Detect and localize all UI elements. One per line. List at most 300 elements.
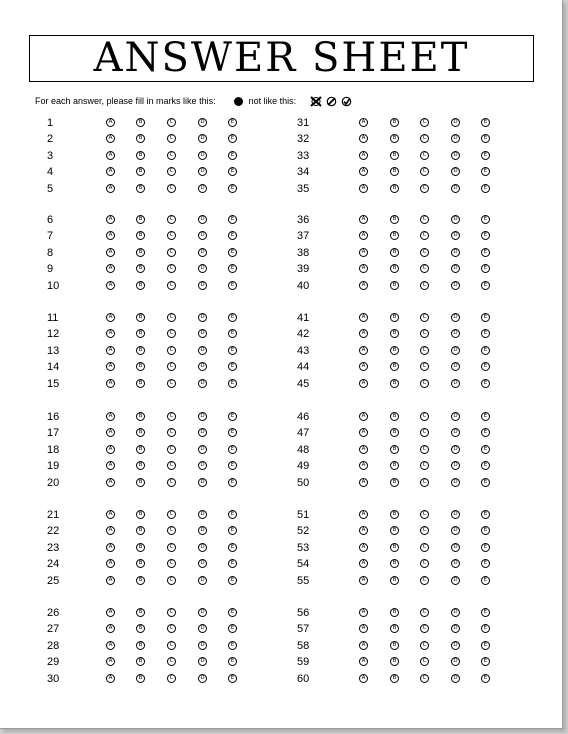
answer-bubble-c[interactable]: C xyxy=(167,118,176,127)
answer-bubble-a[interactable]: A xyxy=(359,215,368,224)
answer-bubble-c[interactable]: C xyxy=(420,641,429,650)
answer-bubble-d[interactable]: D xyxy=(198,167,207,176)
answer-bubble-d[interactable]: D xyxy=(451,478,460,487)
answer-bubble-e[interactable]: E xyxy=(228,543,237,552)
answer-bubble-b[interactable]: B xyxy=(136,248,145,257)
answer-bubble-b[interactable]: B xyxy=(390,674,399,683)
answer-bubble-b[interactable]: B xyxy=(390,184,399,193)
answer-bubble-e[interactable]: E xyxy=(481,329,490,338)
answer-bubble-a[interactable]: A xyxy=(106,543,115,552)
answer-bubble-e[interactable]: E xyxy=(481,118,490,127)
answer-bubble-b[interactable]: B xyxy=(390,346,399,355)
answer-bubble-c[interactable]: C xyxy=(420,184,429,193)
answer-bubble-e[interactable]: E xyxy=(228,118,237,127)
answer-bubble-d[interactable]: D xyxy=(451,167,460,176)
answer-bubble-e[interactable]: E xyxy=(481,215,490,224)
answer-bubble-e[interactable]: E xyxy=(228,379,237,388)
answer-bubble-c[interactable]: C xyxy=(167,281,176,290)
answer-bubble-a[interactable]: A xyxy=(106,412,115,421)
answer-bubble-c[interactable]: C xyxy=(167,167,176,176)
answer-bubble-d[interactable]: D xyxy=(451,526,460,535)
answer-bubble-d[interactable]: D xyxy=(198,379,207,388)
answer-bubble-b[interactable]: B xyxy=(136,543,145,552)
answer-bubble-d[interactable]: D xyxy=(198,313,207,322)
answer-bubble-a[interactable]: A xyxy=(359,167,368,176)
answer-bubble-c[interactable]: C xyxy=(420,151,429,160)
answer-bubble-a[interactable]: A xyxy=(359,526,368,535)
answer-bubble-b[interactable]: B xyxy=(390,559,399,568)
answer-bubble-a[interactable]: A xyxy=(359,657,368,666)
answer-bubble-c[interactable]: C xyxy=(167,559,176,568)
answer-bubble-d[interactable]: D xyxy=(198,248,207,257)
answer-bubble-c[interactable]: C xyxy=(167,379,176,388)
answer-bubble-d[interactable]: D xyxy=(451,624,460,633)
answer-bubble-b[interactable]: B xyxy=(136,412,145,421)
answer-bubble-c[interactable]: C xyxy=(420,379,429,388)
answer-bubble-a[interactable]: A xyxy=(106,151,115,160)
answer-bubble-d[interactable]: D xyxy=(198,461,207,470)
answer-bubble-c[interactable]: C xyxy=(420,231,429,240)
answer-bubble-b[interactable]: B xyxy=(390,362,399,371)
answer-bubble-b[interactable]: B xyxy=(136,576,145,585)
answer-bubble-e[interactable]: E xyxy=(228,461,237,470)
answer-bubble-b[interactable]: B xyxy=(136,264,145,273)
answer-bubble-e[interactable]: E xyxy=(481,543,490,552)
answer-bubble-b[interactable]: B xyxy=(390,167,399,176)
answer-bubble-a[interactable]: A xyxy=(359,445,368,454)
answer-bubble-e[interactable]: E xyxy=(228,478,237,487)
answer-bubble-a[interactable]: A xyxy=(359,151,368,160)
answer-bubble-c[interactable]: C xyxy=(420,313,429,322)
answer-bubble-a[interactable]: A xyxy=(359,264,368,273)
answer-bubble-b[interactable]: B xyxy=(390,428,399,437)
answer-bubble-a[interactable]: A xyxy=(359,510,368,519)
answer-bubble-a[interactable]: A xyxy=(359,281,368,290)
answer-bubble-e[interactable]: E xyxy=(228,559,237,568)
answer-bubble-e[interactable]: E xyxy=(481,346,490,355)
answer-bubble-e[interactable]: E xyxy=(481,313,490,322)
answer-bubble-e[interactable]: E xyxy=(228,674,237,683)
answer-bubble-d[interactable]: D xyxy=(451,362,460,371)
answer-bubble-e[interactable]: E xyxy=(228,526,237,535)
answer-bubble-d[interactable]: D xyxy=(198,118,207,127)
answer-bubble-c[interactable]: C xyxy=(420,674,429,683)
answer-bubble-e[interactable]: E xyxy=(481,184,490,193)
answer-bubble-d[interactable]: D xyxy=(198,134,207,143)
answer-bubble-e[interactable]: E xyxy=(228,215,237,224)
answer-bubble-e[interactable]: E xyxy=(228,167,237,176)
answer-bubble-c[interactable]: C xyxy=(420,445,429,454)
answer-bubble-a[interactable]: A xyxy=(106,478,115,487)
answer-bubble-b[interactable]: B xyxy=(136,215,145,224)
answer-bubble-d[interactable]: D xyxy=(198,510,207,519)
answer-bubble-b[interactable]: B xyxy=(136,281,145,290)
answer-bubble-d[interactable]: D xyxy=(451,313,460,322)
answer-bubble-c[interactable]: C xyxy=(167,329,176,338)
answer-bubble-a[interactable]: A xyxy=(359,412,368,421)
answer-bubble-c[interactable]: C xyxy=(167,215,176,224)
answer-bubble-e[interactable]: E xyxy=(228,624,237,633)
answer-bubble-b[interactable]: B xyxy=(136,657,145,666)
answer-bubble-a[interactable]: A xyxy=(359,478,368,487)
answer-bubble-e[interactable]: E xyxy=(481,608,490,617)
answer-bubble-d[interactable]: D xyxy=(451,428,460,437)
answer-bubble-c[interactable]: C xyxy=(420,412,429,421)
answer-bubble-c[interactable]: C xyxy=(167,134,176,143)
answer-bubble-e[interactable]: E xyxy=(228,231,237,240)
answer-bubble-c[interactable]: C xyxy=(167,248,176,257)
answer-bubble-e[interactable]: E xyxy=(228,428,237,437)
answer-bubble-e[interactable]: E xyxy=(228,264,237,273)
answer-bubble-c[interactable]: C xyxy=(167,461,176,470)
answer-bubble-a[interactable]: A xyxy=(106,559,115,568)
answer-bubble-b[interactable]: B xyxy=(136,641,145,650)
answer-bubble-a[interactable]: A xyxy=(359,461,368,470)
answer-bubble-b[interactable]: B xyxy=(390,151,399,160)
answer-bubble-b[interactable]: B xyxy=(390,657,399,666)
answer-bubble-d[interactable]: D xyxy=(451,231,460,240)
answer-bubble-b[interactable]: B xyxy=(136,608,145,617)
answer-bubble-c[interactable]: C xyxy=(167,184,176,193)
answer-bubble-a[interactable]: A xyxy=(359,118,368,127)
answer-bubble-b[interactable]: B xyxy=(136,461,145,470)
answer-bubble-c[interactable]: C xyxy=(167,526,176,535)
answer-bubble-e[interactable]: E xyxy=(228,362,237,371)
answer-bubble-a[interactable]: A xyxy=(106,184,115,193)
answer-bubble-c[interactable]: C xyxy=(167,412,176,421)
answer-bubble-e[interactable]: E xyxy=(481,167,490,176)
answer-bubble-b[interactable]: B xyxy=(390,624,399,633)
answer-bubble-c[interactable]: C xyxy=(167,674,176,683)
answer-bubble-e[interactable]: E xyxy=(228,576,237,585)
answer-bubble-e[interactable]: E xyxy=(228,510,237,519)
answer-bubble-e[interactable]: E xyxy=(481,478,490,487)
answer-bubble-d[interactable]: D xyxy=(451,281,460,290)
answer-bubble-c[interactable]: C xyxy=(167,576,176,585)
answer-bubble-e[interactable]: E xyxy=(228,657,237,666)
answer-bubble-a[interactable]: A xyxy=(106,118,115,127)
answer-bubble-c[interactable]: C xyxy=(420,624,429,633)
answer-bubble-e[interactable]: E xyxy=(481,248,490,257)
answer-bubble-a[interactable]: A xyxy=(106,313,115,322)
answer-bubble-d[interactable]: D xyxy=(451,215,460,224)
answer-bubble-b[interactable]: B xyxy=(136,184,145,193)
answer-bubble-d[interactable]: D xyxy=(451,184,460,193)
answer-bubble-c[interactable]: C xyxy=(420,526,429,535)
answer-bubble-c[interactable]: C xyxy=(167,231,176,240)
answer-bubble-b[interactable]: B xyxy=(390,576,399,585)
answer-bubble-a[interactable]: A xyxy=(106,526,115,535)
answer-bubble-a[interactable]: A xyxy=(359,231,368,240)
answer-bubble-e[interactable]: E xyxy=(228,281,237,290)
answer-bubble-b[interactable]: B xyxy=(136,118,145,127)
answer-bubble-e[interactable]: E xyxy=(481,624,490,633)
answer-bubble-d[interactable]: D xyxy=(198,576,207,585)
answer-bubble-b[interactable]: B xyxy=(390,313,399,322)
answer-bubble-b[interactable]: B xyxy=(390,412,399,421)
answer-bubble-b[interactable]: B xyxy=(136,559,145,568)
answer-bubble-b[interactable]: B xyxy=(136,445,145,454)
answer-bubble-d[interactable]: D xyxy=(198,641,207,650)
answer-bubble-a[interactable]: A xyxy=(359,362,368,371)
answer-bubble-a[interactable]: A xyxy=(106,624,115,633)
answer-bubble-b[interactable]: B xyxy=(390,118,399,127)
answer-bubble-a[interactable]: A xyxy=(359,543,368,552)
answer-bubble-a[interactable]: A xyxy=(106,215,115,224)
answer-bubble-d[interactable]: D xyxy=(451,641,460,650)
answer-bubble-c[interactable]: C xyxy=(420,657,429,666)
answer-bubble-e[interactable]: E xyxy=(481,526,490,535)
answer-bubble-b[interactable]: B xyxy=(136,167,145,176)
answer-bubble-c[interactable]: C xyxy=(420,134,429,143)
answer-bubble-e[interactable]: E xyxy=(228,248,237,257)
answer-bubble-d[interactable]: D xyxy=(198,215,207,224)
answer-bubble-c[interactable]: C xyxy=(167,510,176,519)
answer-bubble-e[interactable]: E xyxy=(228,608,237,617)
answer-bubble-d[interactable]: D xyxy=(198,543,207,552)
answer-bubble-e[interactable]: E xyxy=(228,134,237,143)
answer-bubble-d[interactable]: D xyxy=(451,576,460,585)
answer-bubble-e[interactable]: E xyxy=(481,264,490,273)
answer-bubble-e[interactable]: E xyxy=(481,576,490,585)
answer-bubble-a[interactable]: A xyxy=(359,379,368,388)
answer-bubble-b[interactable]: B xyxy=(390,510,399,519)
answer-bubble-c[interactable]: C xyxy=(167,624,176,633)
answer-bubble-c[interactable]: C xyxy=(420,608,429,617)
answer-bubble-e[interactable]: E xyxy=(481,134,490,143)
answer-bubble-d[interactable]: D xyxy=(451,379,460,388)
answer-bubble-c[interactable]: C xyxy=(167,264,176,273)
answer-bubble-b[interactable]: B xyxy=(390,231,399,240)
answer-bubble-b[interactable]: B xyxy=(136,624,145,633)
answer-bubble-e[interactable]: E xyxy=(228,184,237,193)
answer-bubble-d[interactable]: D xyxy=(198,346,207,355)
answer-bubble-a[interactable]: A xyxy=(106,657,115,666)
answer-bubble-a[interactable]: A xyxy=(106,608,115,617)
answer-bubble-c[interactable]: C xyxy=(167,608,176,617)
answer-bubble-b[interactable]: B xyxy=(136,526,145,535)
answer-bubble-e[interactable]: E xyxy=(481,674,490,683)
answer-bubble-e[interactable]: E xyxy=(481,641,490,650)
answer-bubble-a[interactable]: A xyxy=(359,329,368,338)
answer-bubble-d[interactable]: D xyxy=(198,624,207,633)
answer-bubble-c[interactable]: C xyxy=(420,576,429,585)
answer-bubble-b[interactable]: B xyxy=(136,134,145,143)
answer-bubble-e[interactable]: E xyxy=(481,510,490,519)
answer-bubble-b[interactable]: B xyxy=(390,134,399,143)
answer-bubble-b[interactable]: B xyxy=(390,264,399,273)
answer-bubble-e[interactable]: E xyxy=(228,329,237,338)
answer-bubble-d[interactable]: D xyxy=(198,264,207,273)
answer-bubble-c[interactable]: C xyxy=(167,362,176,371)
answer-bubble-a[interactable]: A xyxy=(106,428,115,437)
answer-bubble-d[interactable]: D xyxy=(451,151,460,160)
answer-bubble-a[interactable]: A xyxy=(359,248,368,257)
answer-bubble-b[interactable]: B xyxy=(390,461,399,470)
answer-bubble-b[interactable]: B xyxy=(136,428,145,437)
answer-bubble-d[interactable]: D xyxy=(198,362,207,371)
answer-bubble-a[interactable]: A xyxy=(359,346,368,355)
answer-bubble-b[interactable]: B xyxy=(136,329,145,338)
answer-bubble-d[interactable]: D xyxy=(198,478,207,487)
answer-bubble-b[interactable]: B xyxy=(390,215,399,224)
answer-bubble-c[interactable]: C xyxy=(167,543,176,552)
answer-bubble-b[interactable]: B xyxy=(136,151,145,160)
answer-bubble-c[interactable]: C xyxy=(420,478,429,487)
answer-bubble-c[interactable]: C xyxy=(420,329,429,338)
answer-bubble-c[interactable]: C xyxy=(420,428,429,437)
answer-bubble-e[interactable]: E xyxy=(228,412,237,421)
answer-bubble-d[interactable]: D xyxy=(451,134,460,143)
answer-bubble-c[interactable]: C xyxy=(420,248,429,257)
answer-bubble-a[interactable]: A xyxy=(359,184,368,193)
answer-bubble-b[interactable]: B xyxy=(136,379,145,388)
answer-bubble-c[interactable]: C xyxy=(167,641,176,650)
answer-bubble-b[interactable]: B xyxy=(390,281,399,290)
answer-bubble-e[interactable]: E xyxy=(481,559,490,568)
answer-bubble-e[interactable]: E xyxy=(481,379,490,388)
answer-bubble-e[interactable]: E xyxy=(228,445,237,454)
answer-bubble-a[interactable]: A xyxy=(106,167,115,176)
answer-bubble-a[interactable]: A xyxy=(106,379,115,388)
answer-bubble-d[interactable]: D xyxy=(451,248,460,257)
answer-bubble-c[interactable]: C xyxy=(167,313,176,322)
answer-bubble-e[interactable]: E xyxy=(228,313,237,322)
answer-bubble-d[interactable]: D xyxy=(198,428,207,437)
answer-bubble-e[interactable]: E xyxy=(481,657,490,666)
answer-bubble-b[interactable]: B xyxy=(390,526,399,535)
answer-bubble-c[interactable]: C xyxy=(167,478,176,487)
answer-bubble-b[interactable]: B xyxy=(136,346,145,355)
answer-bubble-a[interactable]: A xyxy=(106,329,115,338)
answer-bubble-d[interactable]: D xyxy=(451,559,460,568)
answer-bubble-a[interactable]: A xyxy=(106,346,115,355)
answer-bubble-b[interactable]: B xyxy=(136,674,145,683)
answer-bubble-c[interactable]: C xyxy=(420,118,429,127)
answer-bubble-e[interactable]: E xyxy=(481,428,490,437)
answer-bubble-e[interactable]: E xyxy=(481,281,490,290)
answer-bubble-d[interactable]: D xyxy=(198,412,207,421)
answer-bubble-d[interactable]: D xyxy=(451,461,460,470)
answer-bubble-c[interactable]: C xyxy=(420,362,429,371)
answer-bubble-d[interactable]: D xyxy=(198,526,207,535)
answer-bubble-d[interactable]: D xyxy=(198,657,207,666)
answer-bubble-e[interactable]: E xyxy=(481,445,490,454)
answer-bubble-a[interactable]: A xyxy=(106,281,115,290)
answer-bubble-d[interactable]: D xyxy=(198,184,207,193)
answer-bubble-a[interactable]: A xyxy=(106,248,115,257)
answer-bubble-a[interactable]: A xyxy=(359,624,368,633)
answer-bubble-e[interactable]: E xyxy=(481,362,490,371)
answer-bubble-d[interactable]: D xyxy=(451,329,460,338)
answer-bubble-a[interactable]: A xyxy=(106,264,115,273)
answer-bubble-a[interactable]: A xyxy=(106,641,115,650)
answer-bubble-c[interactable]: C xyxy=(420,281,429,290)
answer-bubble-a[interactable]: A xyxy=(359,134,368,143)
answer-bubble-b[interactable]: B xyxy=(390,641,399,650)
answer-bubble-b[interactable]: B xyxy=(136,510,145,519)
answer-bubble-e[interactable]: E xyxy=(228,641,237,650)
answer-bubble-a[interactable]: A xyxy=(106,134,115,143)
answer-bubble-d[interactable]: D xyxy=(451,657,460,666)
answer-bubble-e[interactable]: E xyxy=(228,151,237,160)
answer-bubble-c[interactable]: C xyxy=(420,215,429,224)
answer-bubble-b[interactable]: B xyxy=(390,329,399,338)
answer-bubble-b[interactable]: B xyxy=(390,379,399,388)
answer-bubble-d[interactable]: D xyxy=(198,674,207,683)
answer-bubble-c[interactable]: C xyxy=(167,151,176,160)
answer-bubble-b[interactable]: B xyxy=(136,231,145,240)
answer-bubble-e[interactable]: E xyxy=(228,346,237,355)
answer-bubble-b[interactable]: B xyxy=(390,543,399,552)
answer-bubble-a[interactable]: A xyxy=(359,674,368,683)
answer-bubble-a[interactable]: A xyxy=(359,428,368,437)
answer-bubble-c[interactable]: C xyxy=(420,543,429,552)
answer-bubble-b[interactable]: B xyxy=(136,478,145,487)
answer-bubble-d[interactable]: D xyxy=(451,412,460,421)
answer-bubble-d[interactable]: D xyxy=(198,329,207,338)
answer-bubble-c[interactable]: C xyxy=(420,461,429,470)
answer-bubble-a[interactable]: A xyxy=(106,576,115,585)
answer-bubble-d[interactable]: D xyxy=(198,151,207,160)
answer-bubble-d[interactable]: D xyxy=(451,674,460,683)
answer-bubble-d[interactable]: D xyxy=(198,445,207,454)
answer-bubble-c[interactable]: C xyxy=(420,264,429,273)
answer-bubble-a[interactable]: A xyxy=(106,461,115,470)
answer-bubble-c[interactable]: C xyxy=(420,559,429,568)
answer-bubble-c[interactable]: C xyxy=(420,346,429,355)
answer-bubble-c[interactable]: C xyxy=(420,167,429,176)
answer-bubble-d[interactable]: D xyxy=(451,346,460,355)
answer-bubble-e[interactable]: E xyxy=(481,151,490,160)
answer-bubble-c[interactable]: C xyxy=(167,428,176,437)
answer-bubble-d[interactable]: D xyxy=(451,608,460,617)
answer-bubble-a[interactable]: A xyxy=(359,313,368,322)
answer-bubble-c[interactable]: C xyxy=(420,510,429,519)
answer-bubble-c[interactable]: C xyxy=(167,346,176,355)
answer-bubble-b[interactable]: B xyxy=(136,362,145,371)
answer-bubble-d[interactable]: D xyxy=(451,118,460,127)
answer-bubble-b[interactable]: B xyxy=(390,445,399,454)
answer-bubble-a[interactable]: A xyxy=(359,641,368,650)
answer-bubble-d[interactable]: D xyxy=(198,281,207,290)
answer-bubble-d[interactable]: D xyxy=(198,608,207,617)
answer-bubble-e[interactable]: E xyxy=(481,461,490,470)
answer-bubble-d[interactable]: D xyxy=(451,543,460,552)
answer-bubble-a[interactable]: A xyxy=(359,576,368,585)
answer-bubble-a[interactable]: A xyxy=(106,674,115,683)
answer-bubble-a[interactable]: A xyxy=(106,362,115,371)
answer-bubble-b[interactable]: B xyxy=(390,478,399,487)
answer-bubble-d[interactable]: D xyxy=(451,445,460,454)
answer-bubble-d[interactable]: D xyxy=(198,559,207,568)
answer-bubble-e[interactable]: E xyxy=(481,412,490,421)
answer-bubble-a[interactable]: A xyxy=(106,445,115,454)
answer-bubble-d[interactable]: D xyxy=(451,264,460,273)
answer-bubble-a[interactable]: A xyxy=(106,510,115,519)
answer-bubble-c[interactable]: C xyxy=(167,445,176,454)
answer-bubble-a[interactable]: A xyxy=(359,608,368,617)
answer-bubble-c[interactable]: C xyxy=(167,657,176,666)
answer-bubble-e[interactable]: E xyxy=(481,231,490,240)
answer-bubble-a[interactable]: A xyxy=(106,231,115,240)
answer-bubble-a[interactable]: A xyxy=(359,559,368,568)
answer-bubble-b[interactable]: B xyxy=(390,608,399,617)
answer-bubble-b[interactable]: B xyxy=(390,248,399,257)
answer-bubble-d[interactable]: D xyxy=(198,231,207,240)
answer-bubble-b[interactable]: B xyxy=(136,313,145,322)
answer-bubble-d[interactable]: D xyxy=(451,510,460,519)
